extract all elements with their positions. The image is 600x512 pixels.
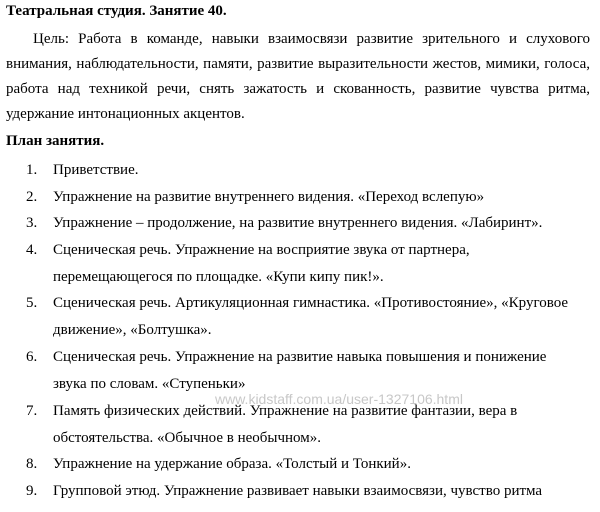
plan-item-text: Групповой этюд. Упражнение развивает навыки взаимосвязи, чувство ритма — [53, 483, 543, 499]
plan-item-text-line-1: Сценическая речь. Упражнение на развитие навыка повышения и понижение — [53, 349, 547, 365]
plan-heading: План занятия. — [6, 133, 105, 149]
plan-item-number: 2. — [26, 189, 38, 205]
plan-item-number: 6. — [26, 349, 38, 365]
plan-item-text-line-1: Сценическая речь. Артикуляционная гимнастика. «Противостояние», «Круговое — [53, 295, 569, 311]
document-title: Театральная студия. Занятие 40. — [6, 3, 227, 19]
watermark: www.kidstaff.com.ua/user-1327106.html — [215, 391, 463, 407]
plan-item-text: Упражнение – продолжение, на развитие внутреннего видения. «Лабиринт». — [53, 215, 543, 231]
plan-item-text-line-2: перемещающегося по площадке. «Купи кипу пик!». — [53, 269, 384, 285]
plan-item-text-line-1: Память физических действий. Упражнение на развитие фантазии, вера в — [53, 403, 518, 419]
plan-item-text-line-2: звука по словам. «Ступеньки» — [53, 376, 246, 392]
lesson-goal-paragraph: Цель: Работа в команде, навыки взаимосвязи развитие зрительного и слухового внимания, наблюдательности, памяти, развитие выразительности жестов, мимики, голоса, работа над техникой речи, снять зажатость и скованность, развитие чувства ритма, удержание интонационных акцентов. — [6, 31, 590, 122]
plan-item-text-line-1: Сценическая речь. Упражнение на восприятие звука от партнера, — [53, 242, 470, 258]
plan-item-text-line-2: обстоятельства. «Обычное в необычном». — [53, 430, 322, 446]
plan-item-number: 3. — [26, 215, 38, 231]
plan-item-number: 7. — [26, 403, 38, 419]
plan-item-text-line-2: движение», «Болтушка». — [53, 322, 212, 338]
plan-item-number: 9. — [26, 483, 38, 499]
plan-item-number: 1. — [26, 162, 38, 178]
plan-item-number: 8. — [26, 456, 38, 472]
plan-item-number: 5. — [26, 295, 38, 311]
plan-item-text: Приветствие. — [53, 162, 139, 178]
plan-item-text: Упражнение на удержание образа. «Толстый и Тонкий». — [53, 456, 411, 472]
plan-item-text: Упражнение на развитие внутреннего видения. «Переход вслепую» — [53, 189, 485, 205]
plan-item-number: 4. — [26, 242, 38, 258]
